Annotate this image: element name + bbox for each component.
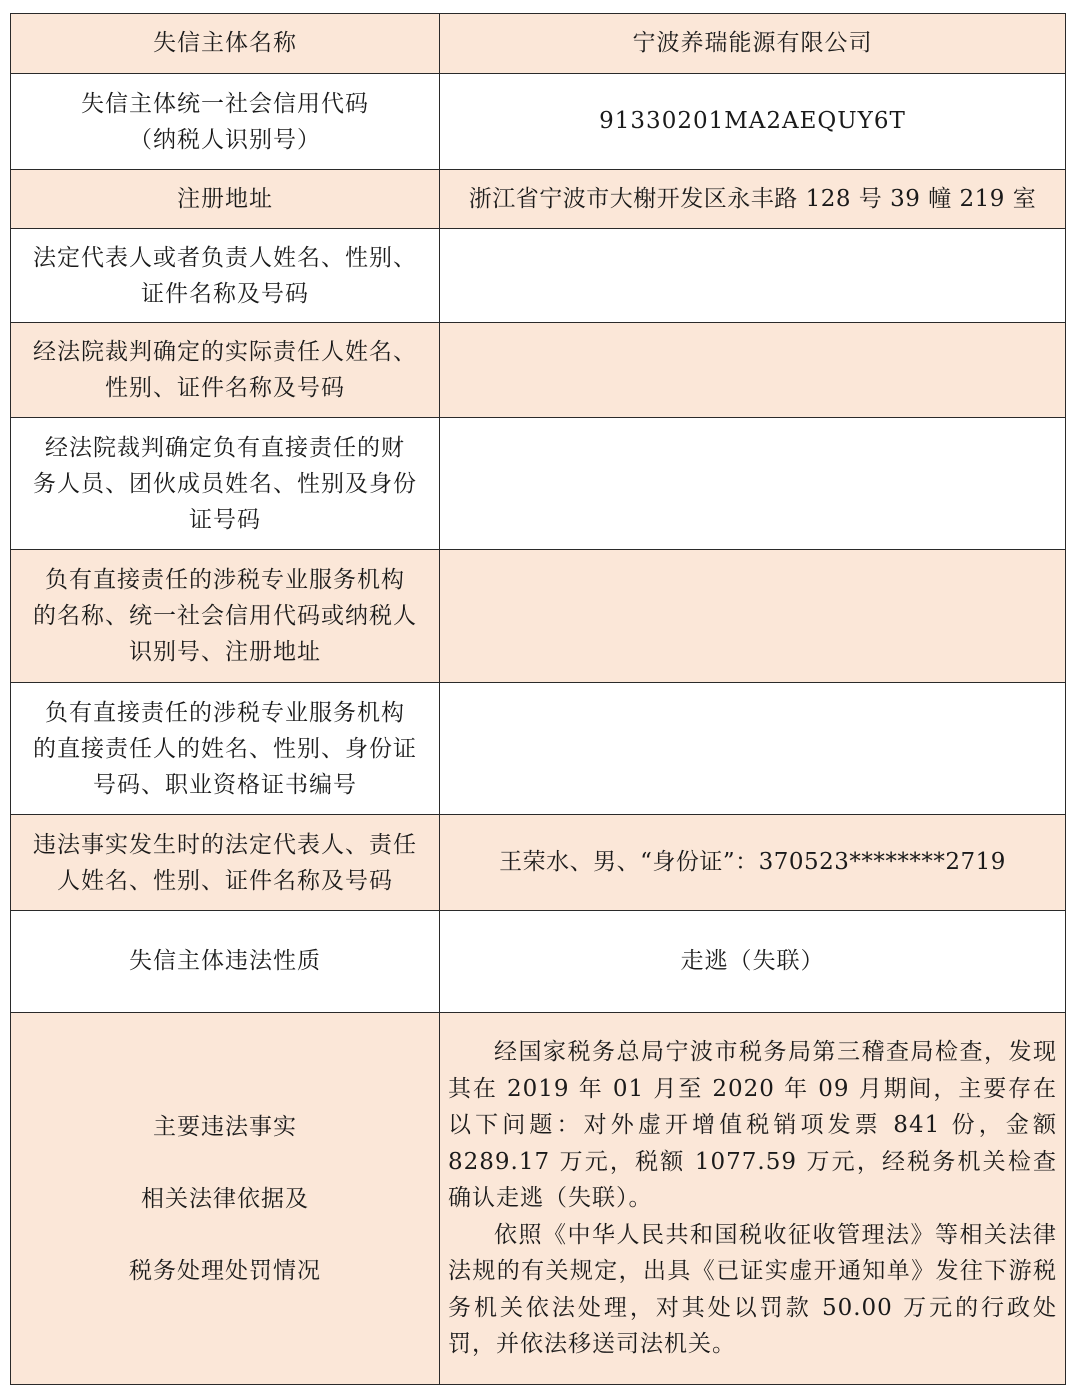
line-gap bbox=[21, 1145, 429, 1181]
cell-text-line: 证号码 bbox=[189, 506, 261, 533]
cell-text-line: 人姓名、性别、证件名称及号码 bbox=[57, 867, 393, 894]
cell-text-line: 相关法律依据及 bbox=[141, 1185, 309, 1212]
table-row bbox=[11, 683, 1066, 815]
table-row bbox=[11, 815, 1066, 911]
table-row bbox=[11, 74, 1066, 170]
violation-time-rep-label bbox=[11, 815, 440, 911]
table-row bbox=[11, 1013, 1066, 1385]
table-row bbox=[11, 550, 1066, 683]
tax-agency-info-value bbox=[440, 550, 1066, 683]
cell-text: 王荣水、男、“身份证”：370523********2719 bbox=[499, 849, 1006, 875]
court-financial-staff-label bbox=[11, 418, 440, 550]
cell-text: 注册地址 bbox=[177, 185, 273, 212]
cell-text-line: 负有直接责任的涉税专业服务机构 bbox=[45, 699, 405, 726]
table-row bbox=[11, 14, 1066, 74]
entity-name-label bbox=[11, 14, 440, 74]
registered-address-label bbox=[11, 170, 440, 229]
cell-text-line: 的名称、统一社会信用代码或纳税人 bbox=[33, 603, 417, 629]
credit-code-value bbox=[440, 74, 1066, 170]
cell-text: 失信主体名称 bbox=[153, 30, 297, 56]
credit-code-label bbox=[11, 74, 440, 170]
cell-text-line: 性别、证件名称及号码 bbox=[105, 375, 345, 401]
table-row bbox=[11, 911, 1066, 1013]
tax-agency-person-label bbox=[11, 683, 440, 815]
entity-name-value bbox=[440, 14, 1066, 74]
court-actual-responsible-value bbox=[440, 323, 1066, 418]
violation-time-rep-value bbox=[440, 815, 1066, 911]
court-financial-staff-value bbox=[440, 418, 1066, 550]
violation-nature-value bbox=[440, 911, 1066, 1013]
penalty-paragraph: 依照《中华人民共和国税收征收管理法》等相关法律法规的有关规定，出具《已证实虚开通知单》发往下游税务机关依法处理，对其处以罚款 50.00 万元的行政处罚，并依法移送司法机关。 bbox=[448, 1221, 1057, 1358]
cell-text-line: 税务处理处罚情况 bbox=[129, 1257, 321, 1284]
main-facts-value bbox=[440, 1013, 1066, 1385]
table-row bbox=[11, 323, 1066, 418]
cell-text-line: 违法事实发生时的法定代表人、责任 bbox=[33, 831, 417, 858]
cell-text-line: 失信主体统一社会信用代码 bbox=[81, 90, 369, 117]
cell-text-line: 经法院裁判确定的实际责任人姓名、 bbox=[33, 339, 417, 365]
main-facts-label bbox=[11, 1013, 440, 1385]
registered-address-value bbox=[440, 170, 1066, 229]
dishonest-taxpayer-info-table bbox=[10, 13, 1066, 1385]
cell-text: 浙江省宁波市大榭开发区永丰路 128 号 39 幢 219 室 bbox=[468, 185, 1037, 212]
cell-text-line: 法定代表人或者负责人姓名、性别、 bbox=[33, 244, 417, 271]
legal-rep-label bbox=[11, 229, 440, 323]
tax-agency-info-label bbox=[11, 550, 440, 683]
cell-text-line: 负有直接责任的涉税专业服务机构 bbox=[45, 567, 405, 593]
cell-text-line: 识别号、注册地址 bbox=[129, 639, 321, 665]
cell-text-line: 证件名称及号码 bbox=[141, 280, 309, 307]
cell-text-line: 主要违法事实 bbox=[153, 1113, 297, 1140]
legal-rep-value bbox=[440, 229, 1066, 323]
table-row bbox=[11, 418, 1066, 550]
court-actual-responsible-label bbox=[11, 323, 440, 418]
facts-paragraph: 经国家税务总局宁波市税务局第三稽查局检查，发现其在 2019 年 01 月至 2020 年 09 月期间，主要存在以下问题：对外虚开增值税销项发票 841 份，金额 8289.17 万元，税额 1077.59 万元，经税务机关检查确认走逃（失联）。 bbox=[448, 1039, 1057, 1212]
tax-agency-person-value bbox=[440, 683, 1066, 815]
cell-text: 91330201MA2AEQUY6T bbox=[599, 108, 906, 134]
table-row bbox=[11, 229, 1066, 323]
cell-text: 走逃（失联） bbox=[680, 948, 825, 974]
cell-text-line: 经法院裁判确定负有直接责任的财 bbox=[45, 434, 405, 461]
table-row bbox=[11, 170, 1066, 229]
cell-text-line: （纳税人识别号） bbox=[129, 126, 321, 153]
line-gap bbox=[21, 1217, 429, 1253]
violation-nature-label bbox=[11, 911, 440, 1013]
cell-text: 失信主体违法性质 bbox=[129, 948, 321, 974]
cell-text-line: 的直接责任人的姓名、性别、身份证 bbox=[33, 735, 417, 762]
cell-text-line: 号码、职业资格证书编号 bbox=[93, 771, 357, 798]
cell-text-line: 务人员、团伙成员姓名、性别及身份 bbox=[33, 470, 417, 497]
cell-text: 宁波养瑞能源有限公司 bbox=[632, 30, 873, 56]
